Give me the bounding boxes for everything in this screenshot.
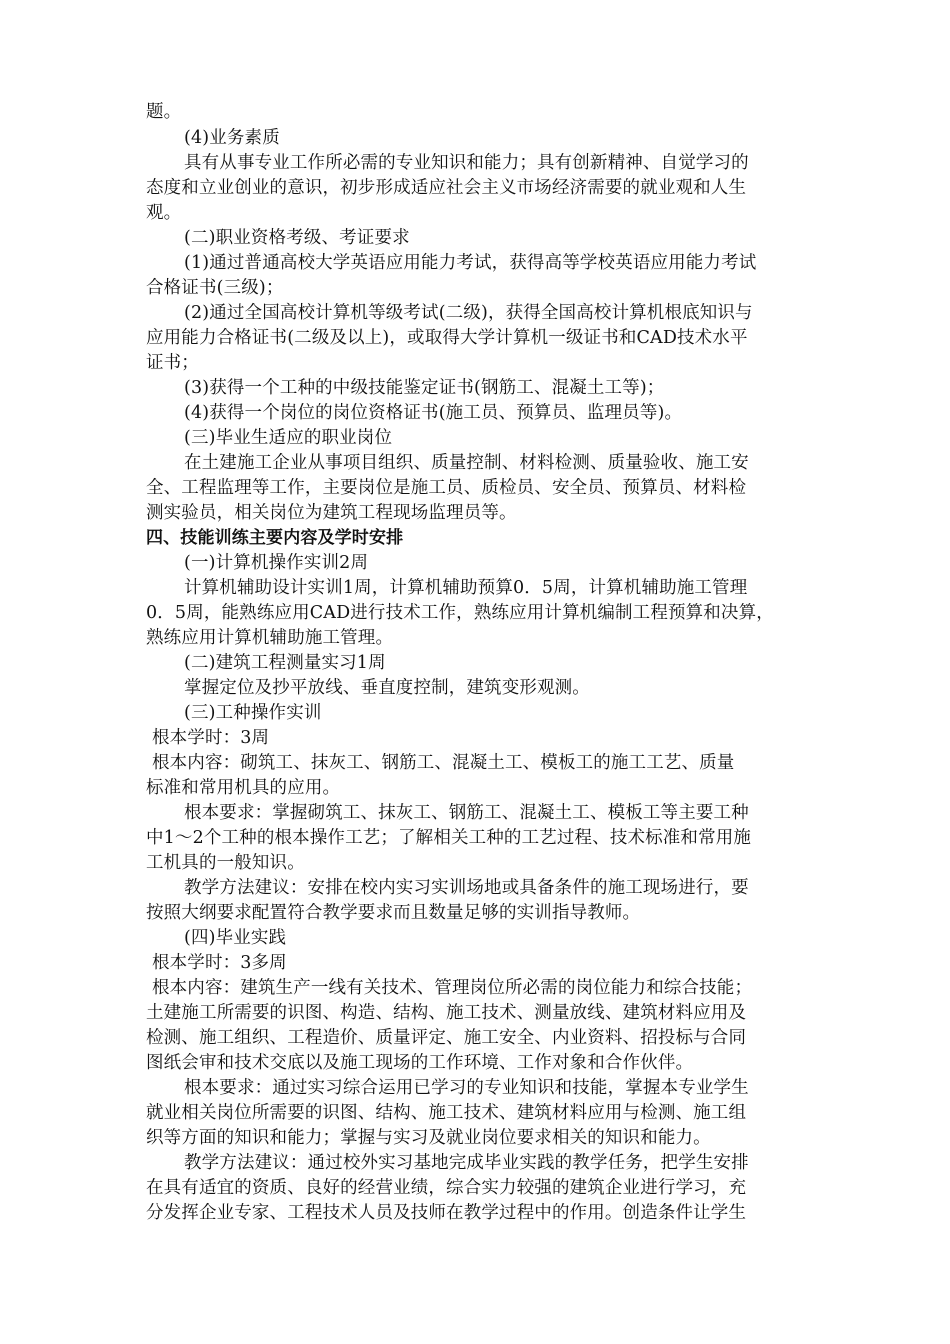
text-line: 在土建施工企业从事项目组织、质量控制、材料检测、质量验收、施工安	[184, 453, 749, 473]
text-line: (2)通过全国高校计算机等级考试(二级)，获得全国高校计算机根底知识与	[184, 303, 753, 323]
text-line: (4)获得一个岗位的岗位资格证书(施工员、预算员、监理员等)。	[184, 403, 683, 423]
subsection-heading: (三)工种操作实训	[184, 703, 322, 723]
text-line: 按照大纲要求配置符合教学要求而且数量足够的实训指导教师。	[146, 903, 641, 923]
text-line: 态度和立业创业的意识，初步形成适应社会主义市场经济需要的就业观和人生	[146, 178, 747, 198]
subsection-heading: (二)职业资格考级、考证要求	[184, 228, 410, 248]
text-line: 测实验员，相关岗位为建筑工程现场监理员等。	[146, 503, 517, 523]
text-line: 题。	[146, 102, 182, 122]
text-line: 根本学时：3周	[152, 728, 270, 748]
subsection-heading: (4)业务素质	[184, 128, 280, 148]
text-line: 熟练应用计算机辅助施工管理。	[146, 628, 394, 648]
text-line: 证书；	[146, 353, 199, 373]
text-line: 具有从事专业工作所必需的专业知识和能力；具有创新精神、自觉学习的	[184, 153, 749, 173]
text-line: 根本要求：通过实习综合运用已学习的专业知识和技能，掌握本专业学生	[184, 1078, 749, 1098]
text-line: 检测、施工组织、工程造价、质量评定、施工安全、内业资料、招投标与合同	[146, 1028, 747, 1048]
text-line: 计算机辅助设计实训1周，计算机辅助预算0．5周，计算机辅助施工管理	[184, 578, 748, 598]
text-line: (3)获得一个工种的中级技能鉴定证书(钢筋工、混凝土工等)；	[184, 378, 665, 398]
text-line: 教学方法建议：安排在校内实习实训场地或具备条件的施工现场进行，要	[184, 878, 749, 898]
text-line: 根本内容：建筑生产一线有关技术、管理岗位所必需的岗位能力和综合技能；	[152, 978, 753, 998]
text-line: 掌握定位及抄平放线、垂直度控制，建筑变形观测。	[184, 678, 590, 698]
text-line: 在具有适宜的资质、良好的经营业绩，综合实力较强的建筑企业进行学习，充	[146, 1178, 747, 1198]
subsection-heading: (二)建筑工程测量实习1周	[184, 653, 386, 673]
text-line: 就业相关岗位所需要的识图、结构、施工技术、建筑材料应用与检测、施工组	[146, 1103, 747, 1123]
text-line: 根本内容：砌筑工、抹灰工、钢筋工、混凝土工、模板工的施工工艺、质量	[152, 753, 735, 773]
text-line: 土建施工所需要的识图、构造、结构、施工技术、测量放线、建筑材料应用及	[146, 1003, 747, 1023]
subsection-heading: (三)毕业生适应的职业岗位	[184, 428, 393, 448]
text-line: 根本学时：3多周	[152, 953, 287, 973]
text-line: 教学方法建议：通过校外实习基地完成毕业实践的教学任务，把学生安排	[184, 1153, 749, 1173]
subsection-heading: (一)计算机操作实训2周	[184, 553, 369, 573]
text-line: 分发挥企业专家、工程技术人员及技师在教学过程中的作用。创造条件让学生	[146, 1203, 747, 1223]
text-line: 中1～2个工种的根本操作工艺；了解相关工种的工艺过程、技术标准和常用施	[146, 828, 752, 848]
section-heading: 四、技能训练主要内容及学时安排	[146, 528, 404, 548]
text-line: 工机具的一般知识。	[146, 853, 305, 873]
text-line: 应用能力合格证书(二级及以上)，或取得大学计算机一级证书和CAD技术水平	[146, 328, 748, 348]
text-line: 0．5周，能熟练应用CAD进行技术工作，熟练应用计算机编制工程预算和决算，	[146, 603, 774, 623]
text-line: 全、工程监理等工作，主要岗位是施工员、质检员、安全员、预算员、材料检	[146, 478, 747, 498]
text-line: (1)通过普通高校大学英语应用能力考试，获得高等学校英语应用能力考试	[184, 253, 757, 273]
text-line: 图纸会审和技术交底以及施工现场的工作环境、工作对象和合作伙伴。	[146, 1053, 694, 1073]
text-line: 标准和常用机具的应用。	[146, 778, 341, 798]
text-line: 织等方面的知识和能力；掌握与实习及就业岗位要求相关的知识和能力。	[146, 1128, 711, 1148]
text-line: 根本要求：掌握砌筑工、抹灰工、钢筋工、混凝土工、模板工等主要工种	[184, 803, 749, 823]
text-line: 观。	[146, 203, 182, 223]
text-line: 合格证书(三级)；	[146, 278, 284, 298]
subsection-heading: (四)毕业实践	[184, 928, 287, 948]
